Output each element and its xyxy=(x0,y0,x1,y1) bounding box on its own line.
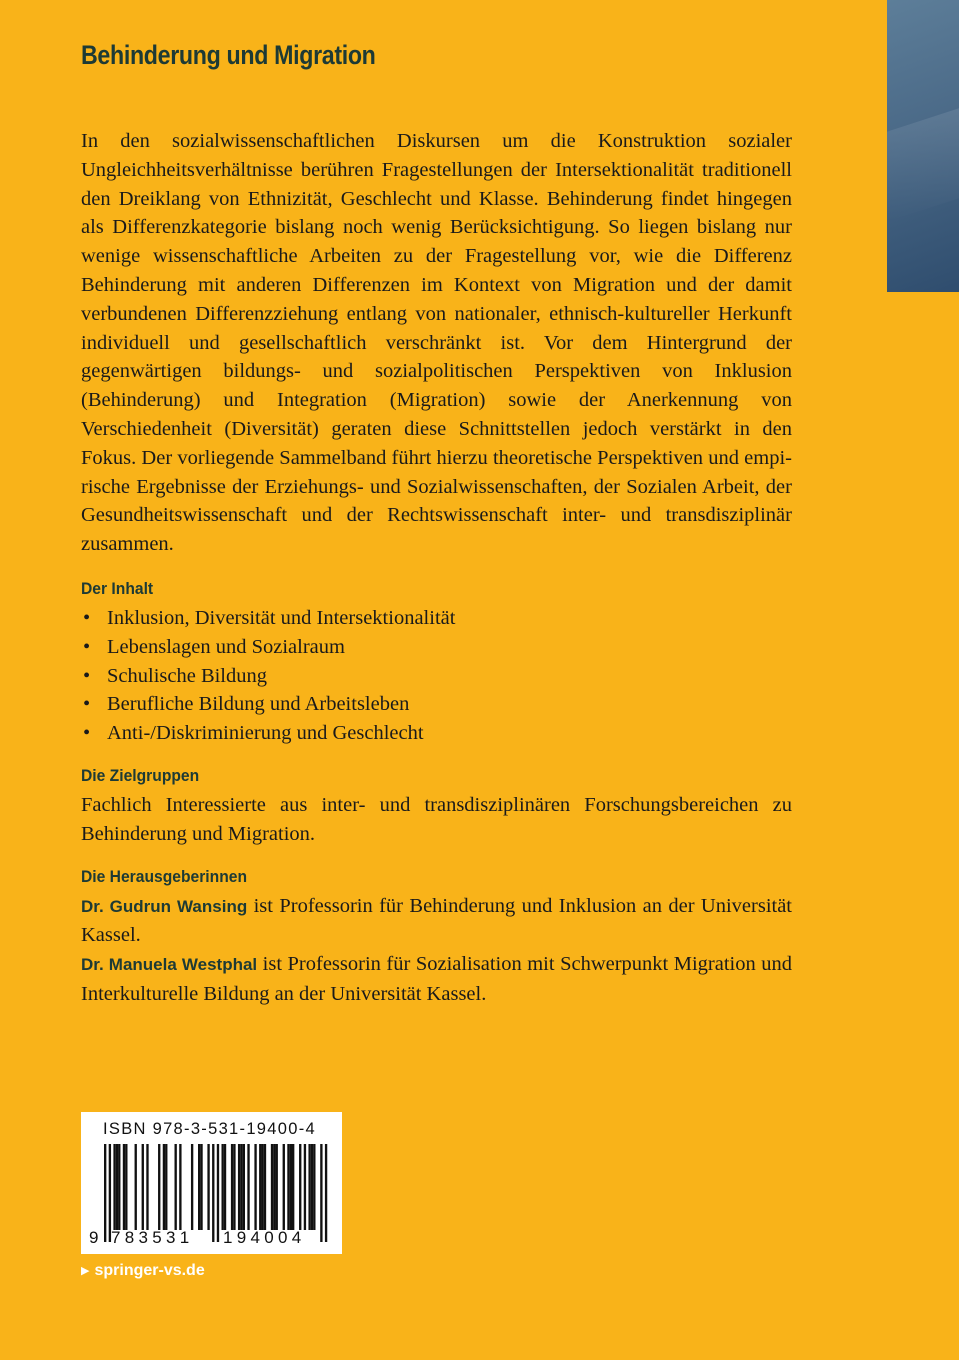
barcode-bar xyxy=(320,1144,322,1242)
barcode-bar xyxy=(217,1144,219,1242)
barcode-bar xyxy=(222,1144,224,1230)
publisher-link[interactable] xyxy=(81,1262,205,1280)
inhalt-list xyxy=(81,604,792,748)
barcode-bar xyxy=(165,1144,167,1230)
ean-group-left: 783531 xyxy=(111,1228,194,1247)
herausgeberinnen-heading: Die Herausgeberinnen xyxy=(81,866,248,886)
editor-name: Dr. Gudrun Wansing xyxy=(81,896,248,916)
bullet-icon: • xyxy=(83,635,91,658)
inhalt-item xyxy=(81,633,792,662)
barcode-bar xyxy=(292,1144,294,1230)
zielgruppen-text: Fachlich Interessierte aus inter- und transdisziplinären Forschungsbereichen zu Behinderung und Migration. xyxy=(81,793,792,845)
barcode-bar xyxy=(125,1144,127,1230)
barcode-bar xyxy=(313,1144,315,1230)
barcode-bar xyxy=(276,1144,278,1230)
barcode-bar xyxy=(287,1144,289,1230)
barcode-bar xyxy=(104,1144,106,1242)
barcode-bar xyxy=(175,1144,177,1230)
inhalt-item-label: Berufliche Bildung und Arbeitsleben xyxy=(107,693,410,716)
barcode-bar xyxy=(273,1144,275,1230)
barcode-bar xyxy=(158,1144,160,1230)
corner-decoration xyxy=(887,0,959,292)
barcode-bar xyxy=(135,1144,137,1230)
barcode-bar xyxy=(247,1144,249,1230)
barcode-bar xyxy=(325,1144,327,1242)
editor-bio xyxy=(81,950,792,1009)
bullet-icon: • xyxy=(83,664,91,687)
barcode-bar xyxy=(146,1144,148,1230)
inhalt-item xyxy=(81,662,792,691)
barcode-bar xyxy=(264,1144,266,1230)
barcode-bar xyxy=(233,1144,235,1230)
barcode-bar xyxy=(224,1144,226,1230)
barcode-bar xyxy=(261,1144,263,1230)
publisher-url: springer-vs.de xyxy=(94,1262,205,1279)
ean-group-right: 194004 xyxy=(223,1228,306,1247)
bullet-icon: • xyxy=(83,606,91,629)
inhalt-item-label: Lebenslagen und Sozialraum xyxy=(107,635,345,658)
triangle-right-icon: ▶ xyxy=(81,1265,90,1277)
barcode-bar xyxy=(212,1144,214,1242)
barcode-bar xyxy=(299,1144,301,1230)
corner-stripe xyxy=(887,108,959,221)
barcode-bar xyxy=(116,1144,118,1230)
barcode-bar xyxy=(238,1144,240,1230)
barcode-bar xyxy=(271,1144,273,1230)
inhalt-item xyxy=(81,690,792,719)
zielgruppen-heading: Die Zielgruppen xyxy=(81,765,200,785)
barcode-bar xyxy=(118,1144,120,1230)
inhalt-heading: Der Inhalt xyxy=(81,578,154,598)
bullet-icon: • xyxy=(83,693,91,716)
barcode-bar xyxy=(259,1144,261,1230)
barcode-bar xyxy=(243,1144,245,1230)
inhalt-item-label: Schulische Bildung xyxy=(107,664,268,687)
barcode-bar xyxy=(308,1144,310,1230)
barcode-bar xyxy=(283,1144,285,1230)
barcode-bar xyxy=(113,1144,115,1230)
isbn-label: ISBN 978-3-531-19400-4 xyxy=(103,1120,316,1138)
barcode-bar xyxy=(123,1144,125,1230)
barcode-bar xyxy=(240,1144,242,1230)
back-cover-content xyxy=(81,127,792,1009)
editor-bio-text: ist Professorin für Behinderung und Inklusion an der Universität Kassel. xyxy=(81,894,793,947)
inhalt-item-label: Inklusion, Diversität und Intersektionalität xyxy=(107,606,456,629)
barcode-bar xyxy=(142,1144,144,1230)
inhalt-item xyxy=(81,719,792,748)
barcode-bar xyxy=(198,1144,200,1230)
inhalt-item xyxy=(81,604,792,633)
bullet-icon: • xyxy=(83,722,91,745)
barcode-bar xyxy=(254,1144,256,1230)
barcode-bar xyxy=(290,1144,292,1230)
abstract-text: In den sozialwissenschaftlichen Diskursen um die Konstruktion sozialer Ungleichheitsverhältnisse berühren Fragestellungen der Intersektionalität traditionell den Dreiklang von Ethnizität, Geschlecht und Klasse. Behinderung findet hingegen als Differenzkategorie bislang noch wenig Berücksichtigung. So liegen bislang nur wenige wissenschaftliche Arbeiten zu der Fragestellung vor, wie die Differenz Behinderung mit anderen Differenzen im Kontext von Migration und der damit verbundenen Differenzziehung entlang von nationaler, ethnisch-kultureller Herkunft individuell und gesellschaftlich verschränkt ist. Vor dem Hintergrund der gegenwärtigen bildungs- und sozialpolitischen Perspektiven von Inklusion (Behinderung) und Integration (Migration) sowie der Anerkennung von Verschiedenheit (Diversität) geraten diese Schnittstellen jedoch verstärkt in den Fokus. Der vorliegende Sammelband führt hierzu theoretische Perspektiven und empirische Ergebnisse der Erziehungs- und Sozialwissenschaften, der Sozialen Arbeit, der Gesundheitswissenschaft und der Rechtswissenschaft inter- und transdisziplinär zusammen. xyxy=(81,130,792,556)
barcode-bar xyxy=(231,1144,233,1230)
book-title: Behinderung und Migration xyxy=(81,40,376,70)
barcode-bar xyxy=(200,1144,202,1230)
barcode-bar xyxy=(191,1144,193,1230)
barcode-bar xyxy=(179,1144,181,1230)
barcode-bar xyxy=(304,1144,306,1230)
isbn-barcode xyxy=(81,1112,342,1254)
editor-name: Dr. Manuela Westphal xyxy=(81,955,258,975)
barcode-bar xyxy=(311,1144,313,1230)
barcode-bar xyxy=(207,1144,209,1230)
editor-bio-text: ist Professorin für Sozialisation mit Schwerpunkt Migration und Interkulturelle Bildung an der Universität Kassel. xyxy=(81,953,792,1005)
barcode-bar xyxy=(163,1144,165,1230)
ean-first-digit: 9 xyxy=(89,1228,99,1247)
editor-bio xyxy=(81,892,792,951)
inhalt-item-label: Anti-/Diskriminierung und Geschlecht xyxy=(107,722,424,745)
